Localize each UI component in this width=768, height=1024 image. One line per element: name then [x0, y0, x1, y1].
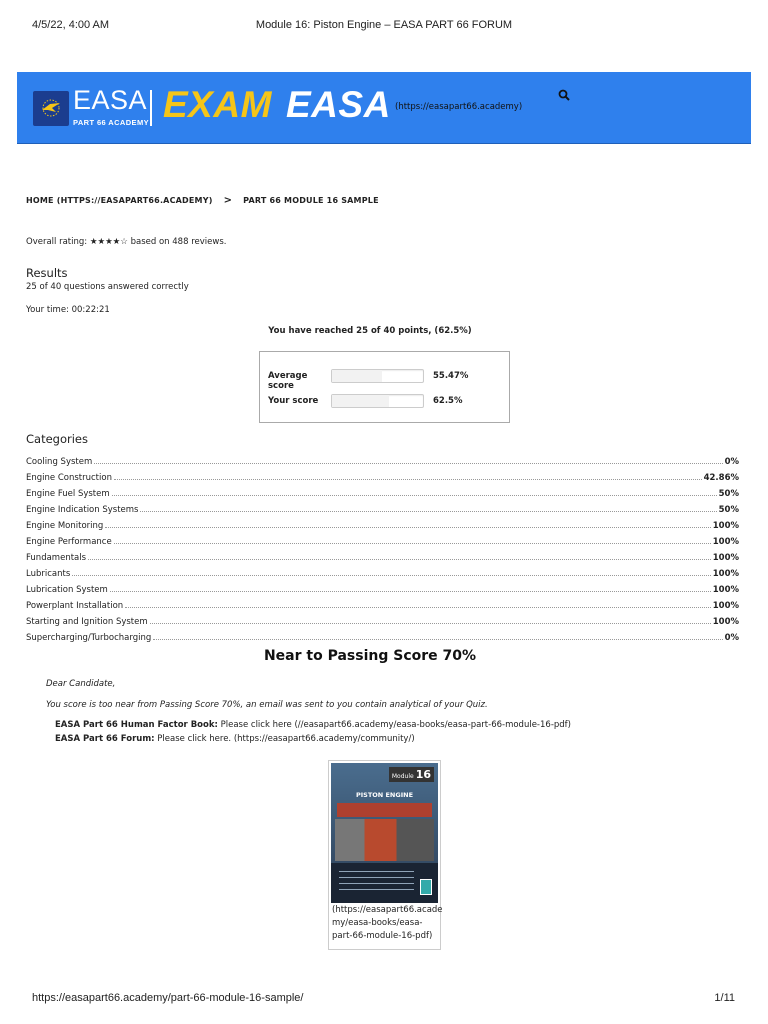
category-name: Engine Performance: [26, 537, 112, 547]
module-badge: [389, 767, 434, 782]
category-percent: 100%: [712, 617, 739, 627]
page-url: https://easapart66.academy/part-66-module-16-sample/: [32, 992, 304, 1004]
category-name: Supercharging/Turbocharging: [26, 633, 152, 643]
dotted-leader: [125, 607, 711, 608]
category-name: Powerplant Installation: [26, 601, 124, 611]
category-name: Engine Construction: [26, 473, 112, 483]
site-banner: [17, 72, 751, 144]
category-row: [26, 627, 739, 643]
average-score-fill: [332, 370, 382, 382]
logo-subtitle: PART 66 ACADEMY: [73, 118, 150, 127]
breadcrumb-current: PART 66 MODULE 16 SAMPLE: [243, 196, 379, 205]
category-percent: 100%: [712, 569, 739, 579]
breadcrumb-home-link[interactable]: HOME (HTTPS://EASAPART66.ACADEMY): [26, 196, 213, 205]
cover-badge-icon: [420, 879, 432, 895]
logo-text[interactable]: EASA: [73, 85, 148, 115]
breadcrumb: [26, 195, 379, 206]
category-percent: 100%: [712, 601, 739, 611]
module-number: 16: [415, 768, 431, 781]
result-message-body: You score is too near from Passing Score 70%, an email was sent to you contain analytical of your Quiz.: [46, 700, 488, 710]
points-summary: You have reached 25 of 40 points, (62.5%): [268, 326, 472, 336]
greeting: Dear Candidate,: [46, 679, 116, 689]
category-name: Lubrication System: [26, 585, 108, 595]
page-number: 1/11: [714, 992, 735, 1004]
category-name: Engine Monitoring: [26, 521, 104, 531]
answered-count: 25 of 40 questions answered correctly: [26, 282, 189, 292]
print-header: [0, 19, 768, 33]
caption-line: my/easa-books/easa-: [332, 918, 423, 928]
category-percent: 50%: [718, 489, 739, 499]
score-comparison: [259, 351, 510, 423]
average-score-label: Average score: [268, 371, 308, 391]
module-label: Module: [391, 773, 414, 780]
category-name: Engine Fuel System: [26, 489, 110, 499]
book-link-caption[interactable]: [332, 904, 443, 943]
category-row: [26, 547, 739, 563]
your-score-fill: [332, 395, 389, 407]
forum-link-label: EASA Part 66 Forum:: [55, 734, 155, 744]
overall-rating: Overall rating: ★★★★☆ based on 488 reviews.: [26, 237, 227, 247]
elapsed-time: Your time: 00:22:21: [26, 305, 110, 315]
dotted-leader: [140, 511, 716, 512]
category-name: Fundamentals: [26, 553, 87, 563]
category-name: Engine Indication Systems: [26, 505, 139, 515]
category-name: Lubricants: [26, 569, 71, 579]
average-score-bar: [331, 369, 424, 383]
easa-logo-icon[interactable]: [33, 91, 69, 126]
dotted-leader: [114, 543, 711, 544]
dotted-leader: [110, 591, 711, 592]
category-percent: 100%: [712, 537, 739, 547]
logo-easa-word: EASA: [286, 84, 391, 125]
category-percent: 0%: [724, 457, 739, 467]
bird-icon: [39, 99, 63, 117]
logo-exam-word: EXAM: [163, 84, 272, 125]
print-date: 4/5/22, 4:00 AM: [32, 19, 110, 31]
search-icon[interactable]: [558, 89, 570, 101]
forum-link-line: [55, 734, 415, 744]
category-percent: 50%: [718, 505, 739, 515]
category-row: [26, 563, 739, 579]
your-score-label: Your score: [268, 396, 319, 406]
site-home-link[interactable]: (https://easapart66.academy): [395, 102, 523, 112]
category-row: [26, 611, 739, 627]
category-percent: 0%: [724, 633, 739, 643]
dotted-leader: [88, 559, 711, 560]
category-name: Cooling System: [26, 457, 93, 467]
cover-contents: [331, 863, 438, 903]
category-row: [26, 499, 739, 515]
print-title: Module 16: Piston Engine – EASA PART 66 FORUM: [255, 19, 513, 31]
dotted-leader: [114, 479, 702, 480]
dotted-leader: [72, 575, 710, 576]
category-percent: 100%: [712, 553, 739, 563]
book-card[interactable]: [328, 760, 441, 950]
book-link-line: [55, 720, 571, 730]
chevron-right-icon: >: [223, 195, 233, 206]
your-score-bar: [331, 394, 424, 408]
logo-divider: [150, 90, 152, 126]
cover-photo: [335, 819, 434, 861]
category-list: [26, 451, 739, 643]
dotted-leader: [105, 527, 710, 528]
book-cover-image[interactable]: [331, 763, 438, 903]
dotted-leader: [153, 639, 722, 640]
dotted-leader: [112, 495, 717, 496]
category-percent: 100%: [712, 585, 739, 595]
results-heading: Results: [26, 266, 68, 280]
category-row: [26, 515, 739, 531]
book-link[interactable]: Please click here (//easapart66.academy/easa-books/easa-part-66-module-16-pdf): [217, 720, 571, 730]
category-row: [26, 531, 739, 547]
dotted-leader: [94, 463, 722, 464]
dotted-leader: [150, 623, 711, 624]
caption-line: (https://easapart66.acade: [332, 905, 443, 915]
book-link-label: EASA Part 66 Human Factor Book:: [55, 720, 218, 730]
category-name: Starting and Ignition System: [26, 617, 148, 627]
categories-heading: Categories: [26, 432, 88, 446]
cover-title: PISTON ENGINE: [355, 791, 414, 799]
category-row: [26, 483, 739, 499]
forum-link[interactable]: Please click here. (https://easapart66.academy/community/): [154, 734, 415, 744]
category-row: [26, 579, 739, 595]
your-score-value: 62.5%: [433, 396, 463, 406]
category-percent: 100%: [712, 521, 739, 531]
result-message-title: Near to Passing Score 70%: [263, 648, 477, 664]
category-percent: 42.86%: [703, 473, 739, 483]
cover-series-band: [337, 803, 432, 817]
category-row: [26, 595, 739, 611]
category-row: [26, 451, 739, 467]
caption-line: part-66-module-16-pdf): [332, 931, 433, 941]
average-score-value: 55.47%: [433, 371, 469, 381]
category-row: [26, 467, 739, 483]
